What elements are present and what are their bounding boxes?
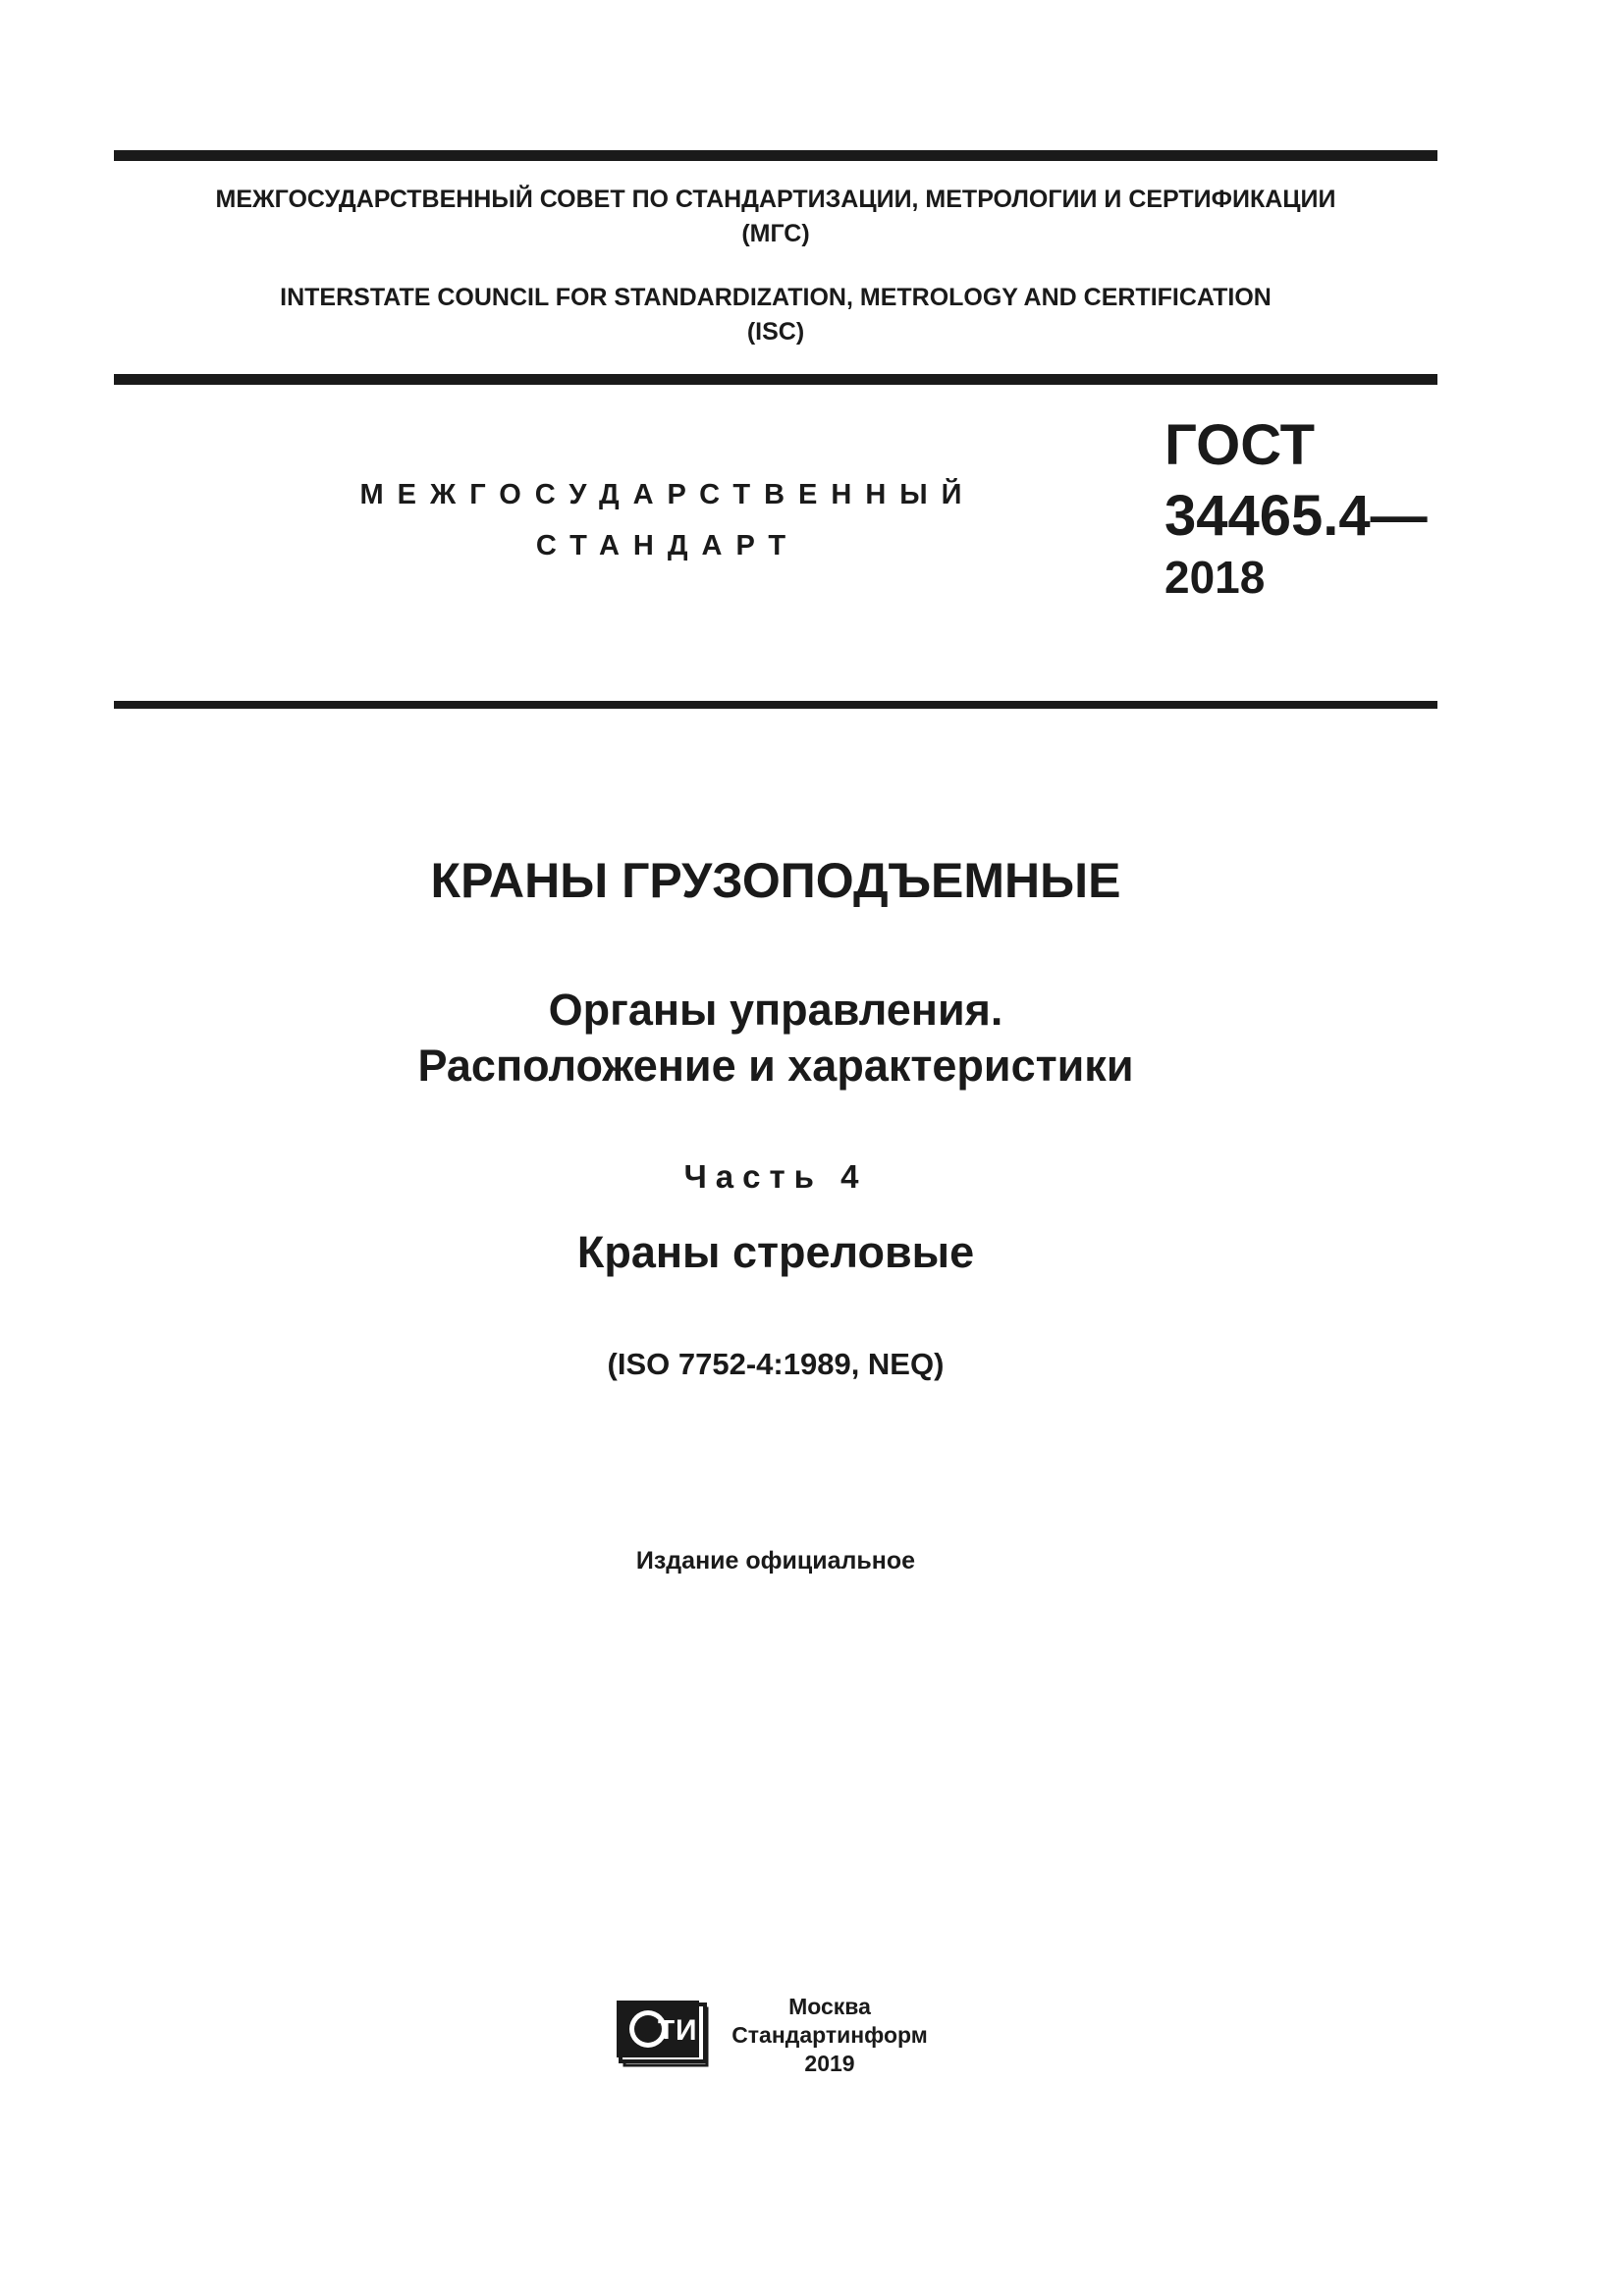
part-number: Часть 4 (683, 1158, 868, 1195)
part-title: Краны стреловые (576, 1227, 975, 1277)
council-ru-name: МЕЖГОСУДАРСТВЕННЫЙ СОВЕТ ПО СТАНДАРТИЗАЦИИ, МЕТРОЛОГИИ И СЕРТИФИКАЦИИ (215, 186, 1336, 213)
council-name-en (114, 281, 1437, 349)
gost-designation (1164, 413, 1428, 603)
iso-reference: (ISO 7752-4:1989, NEQ) (607, 1347, 945, 1381)
lower-rule (114, 701, 1437, 709)
middle-rule (114, 374, 1437, 385)
standartinform-logo-icon (615, 1997, 709, 2067)
council-ru-abbr: (МГС) (741, 220, 810, 247)
gost-prefix: ГОСТ (1164, 413, 1316, 477)
publisher-name: Стандартинформ (731, 2022, 928, 2048)
gost-year: 2018 (1164, 552, 1266, 603)
document-subtitle (114, 982, 1437, 1094)
svg-text:И: И (676, 2014, 697, 2047)
publisher-city: Москва (788, 1994, 871, 2019)
standard-type-line2: СТАНДАРТ (535, 530, 800, 561)
gost-number: 34465.4— (1164, 484, 1428, 548)
standard-type (353, 469, 982, 571)
subtitle-line2: Расположение и характеристики (417, 1041, 1134, 1091)
standard-type-line1: МЕЖГОСУДАРСТВЕННЫЙ (359, 479, 976, 510)
edition-label: Издание официальное (635, 1547, 916, 1575)
council-name-ru (114, 183, 1437, 251)
svg-text:Т: Т (658, 2014, 676, 2045)
council-en-name: INTERSTATE COUNCIL FOR STANDARDIZATION, METROLOGY AND CERTIFICATION (280, 284, 1272, 311)
council-en-abbr: (ISC) (746, 318, 805, 346)
top-rule (114, 150, 1437, 161)
publisher-year: 2019 (804, 2051, 855, 2076)
subtitle-line1: Органы управления. (548, 985, 1003, 1035)
document-title: КРАНЫ ГРУЗОПОДЪЕМНЫЕ (430, 853, 1121, 908)
publisher-info (727, 1993, 933, 2078)
